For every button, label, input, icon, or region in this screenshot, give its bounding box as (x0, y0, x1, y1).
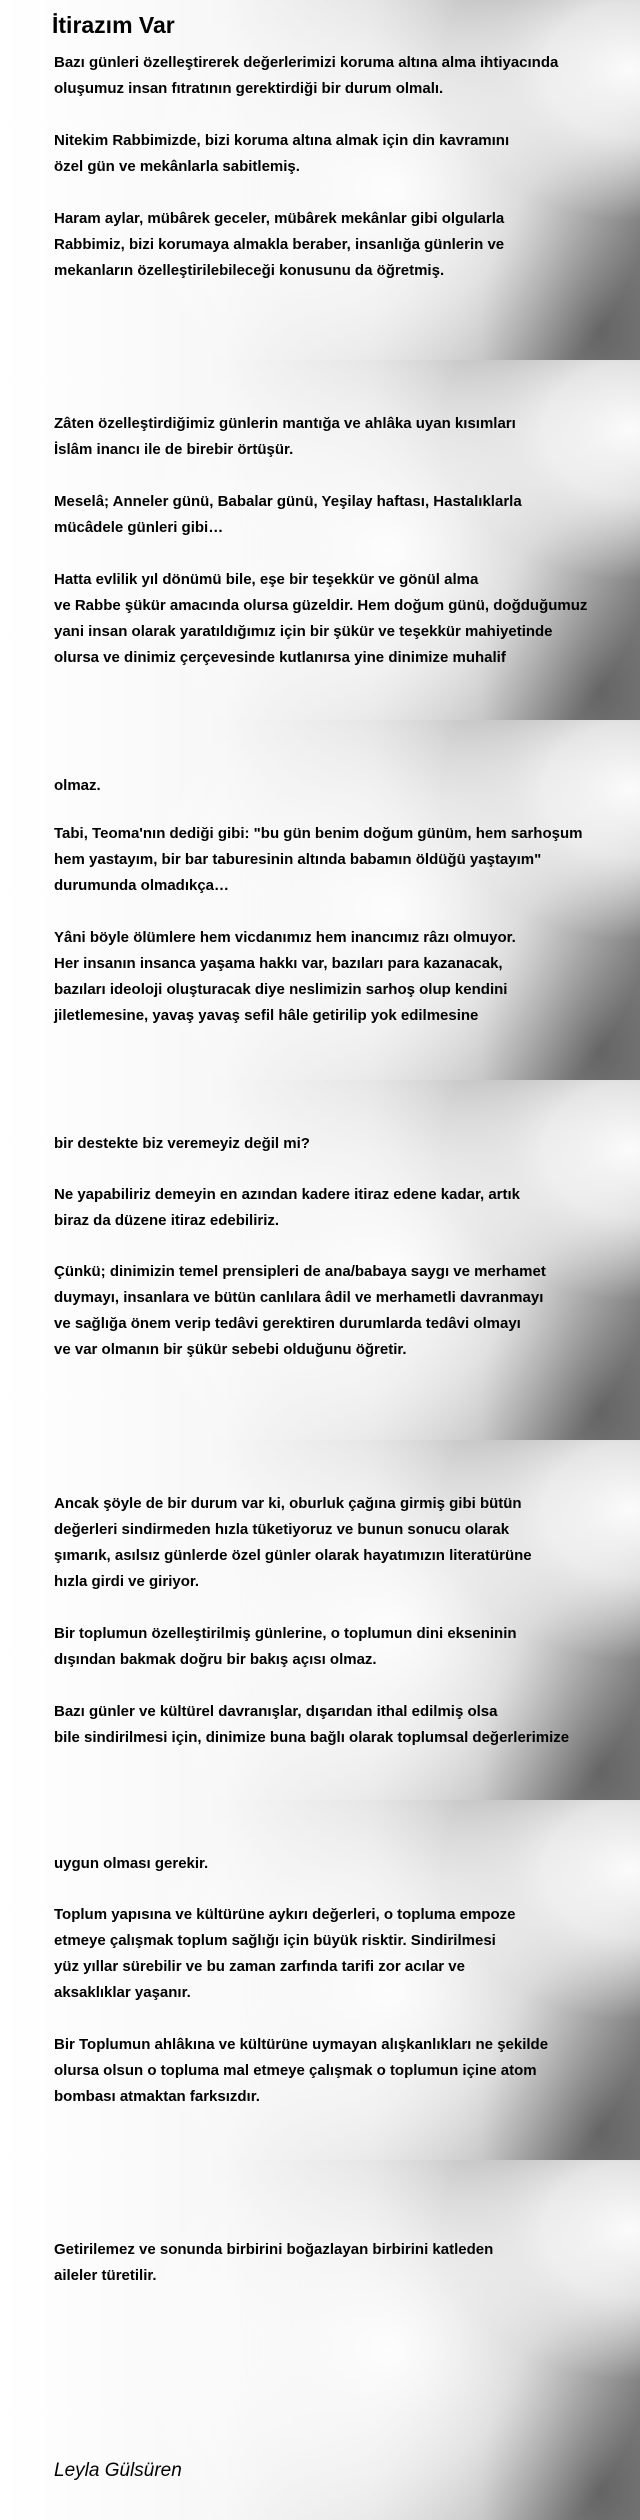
text-line: Yâni böyle ölümlere hem vicdanımız hem inancımız râzı olmuyor. (54, 929, 516, 946)
text-line: mücâdele günleri gibi… (54, 519, 224, 536)
text-line: hızla girdi ve giriyor. (54, 1573, 200, 1590)
page-panel-1 (0, 0, 640, 360)
text-line: değerleri sindirmeden hızla tüketiyoruz ve bunun sonucu olarak (54, 1521, 510, 1538)
page-panel-5 (0, 1440, 640, 1800)
text-line: Haram aylar, mübârek geceler, mübârek mekânlar gibi olgularla (54, 210, 505, 227)
page-panel-3 (0, 720, 640, 1080)
text-line: Çünkü; dinimizin temel prensipleri de ana/babaya saygı ve merhamet (54, 1263, 546, 1280)
text-line: Zâten özelleştirdiğimiz günlerin mantığa ve ahlâka uyan kısımları (54, 415, 516, 432)
page-panel-4 (0, 1080, 640, 1440)
text-line: duymayı, insanlara ve bütün canlılara âdil ve merhametli davranmayı (54, 1289, 544, 1306)
page-panel-2 (0, 360, 640, 720)
text-line: olmaz. (54, 777, 101, 794)
text-line: Rabbimiz, bizi korumaya almakla beraber, insanlığa günlerin ve (54, 236, 505, 253)
text-line: ve var olmanın bir şükür sebebi olduğunu öğretir. (54, 1341, 407, 1358)
text-line: yüz yıllar sürebilir ve bu zaman zarfında tarifi zor acılar ve (54, 1958, 465, 1975)
text-line: Getirilemez ve sonunda birbirini boğazlayan birbirini katleden (54, 2241, 494, 2258)
text-line: Bazı günleri özelleştirerek değerlerimizi koruma altına alma ihtiyacında (54, 54, 559, 71)
text-line: bombası atmaktan farksızdır. (54, 2088, 260, 2105)
text-line: hem yastayım, bir bar taburesinin altında babamın öldüğü yaştayım" (54, 851, 542, 868)
page-panel-6 (0, 1800, 640, 2160)
text-line: ve Rabbe şükür amacında olursa güzeldir. Hem doğum günü, doğduğumuz (54, 597, 588, 614)
text-line: aileler türetilir. (54, 2267, 157, 2284)
text-line: Ancak şöyle de bir durum var ki, oburluk çağına girmiş gibi bütün (54, 1495, 522, 1512)
text-line: olursa olsun o topluma mal etmeye çalışmak o toplumun içine atom (54, 2062, 537, 2079)
text-line: olursa ve dinimiz çerçevesinde kutlanırsa yine dinimize muhalif (54, 649, 506, 666)
text-line: jiletlemesine, yavaş yavaş sefil hâle getirilip yok edilmesine (54, 1007, 479, 1024)
text-line: İslâm inancı ile de birebir örtüşür. (54, 441, 294, 458)
text-line: bazıları ideoloji oluşturacak diye neslimizin sarhoş olup kendini (54, 981, 508, 998)
text-line: Bazı günler ve kültürel davranışlar, dışarıdan ithal edilmiş olsa (54, 1703, 498, 1720)
text-line: mekanların özelleştirilebileceği konusunu da öğretmiş. (54, 262, 445, 279)
text-line: etmeye çalışmak toplum sağlığı için büyük risktir. Sindirilmesi (54, 1932, 496, 1949)
text-line: şımarık, asılsız günlerde özel günler olarak hayatımızın literatürüne (54, 1547, 532, 1564)
text-line: Toplum yapısına ve kültürüne aykırı değerleri, o topluma empoze (54, 1906, 516, 1923)
text-line: bir destekte biz veremeyiz değil mi? (54, 1135, 310, 1152)
text-line: Bir Toplumun ahlâkına ve kültürüne uymayan alışkanlıkları ne şekilde (54, 2036, 549, 2053)
text-line: yani insan olarak yaratıldığımız için bir şükür ve teşekkür mahiyetinde (54, 623, 553, 640)
text-line: bile sindirilmesi için, dinimize buna bağlı olarak toplumsal değerlerimize (54, 1729, 570, 1746)
text-line: biraz da düzene itiraz edebiliriz. (54, 1212, 280, 1229)
text-line: Her insanın insanca yaşama hakkı var, bazıları para kazanacak, (54, 955, 503, 972)
poem-title: İtirazım Var (52, 12, 175, 38)
text-line: Bir toplumun özelleştirilmiş günlerine, o toplumun dini ekseninin (54, 1625, 517, 1642)
text-line: Ne yapabiliriz demeyin en azından kadere itiraz edene kadar, artık (54, 1186, 521, 1203)
page-panel-7 (0, 2160, 640, 2520)
text-line: Tabi, Teoma'nın dediği gibi: "bu gün benim doğum günüm, hem sarhoşum (54, 825, 583, 842)
text-line: durumunda olmadıkça… (54, 877, 230, 894)
text-line: uygun olması gerekir. (54, 1855, 209, 1872)
text-line: oluşumuz insan fıtratının gerektirdiği bir durum olmalı. (54, 80, 444, 97)
text-line: aksaklıklar yaşanır. (54, 1984, 191, 2001)
author-signature: Leyla Gülsüren (54, 2460, 182, 2481)
text-line: Hatta evlilik yıl dönümü bile, eşe bir teşekkür ve gönül alma (54, 571, 479, 588)
text-line: özel gün ve mekânlarla sabitlemiş. (54, 158, 300, 175)
text-line: Meselâ; Anneler günü, Babalar günü, Yeşilay haftası, Hastalıklarla (54, 493, 522, 510)
text-line: dışından bakmak doğru bir bakış açısı olmaz. (54, 1651, 377, 1668)
text-line: ve sağlığa önem verip tedâvi gerektiren durumlarda tedâvi olmayı (54, 1315, 521, 1332)
text-line: Nitekim Rabbimizde, bizi koruma altına almak için din kavramını (54, 132, 510, 149)
